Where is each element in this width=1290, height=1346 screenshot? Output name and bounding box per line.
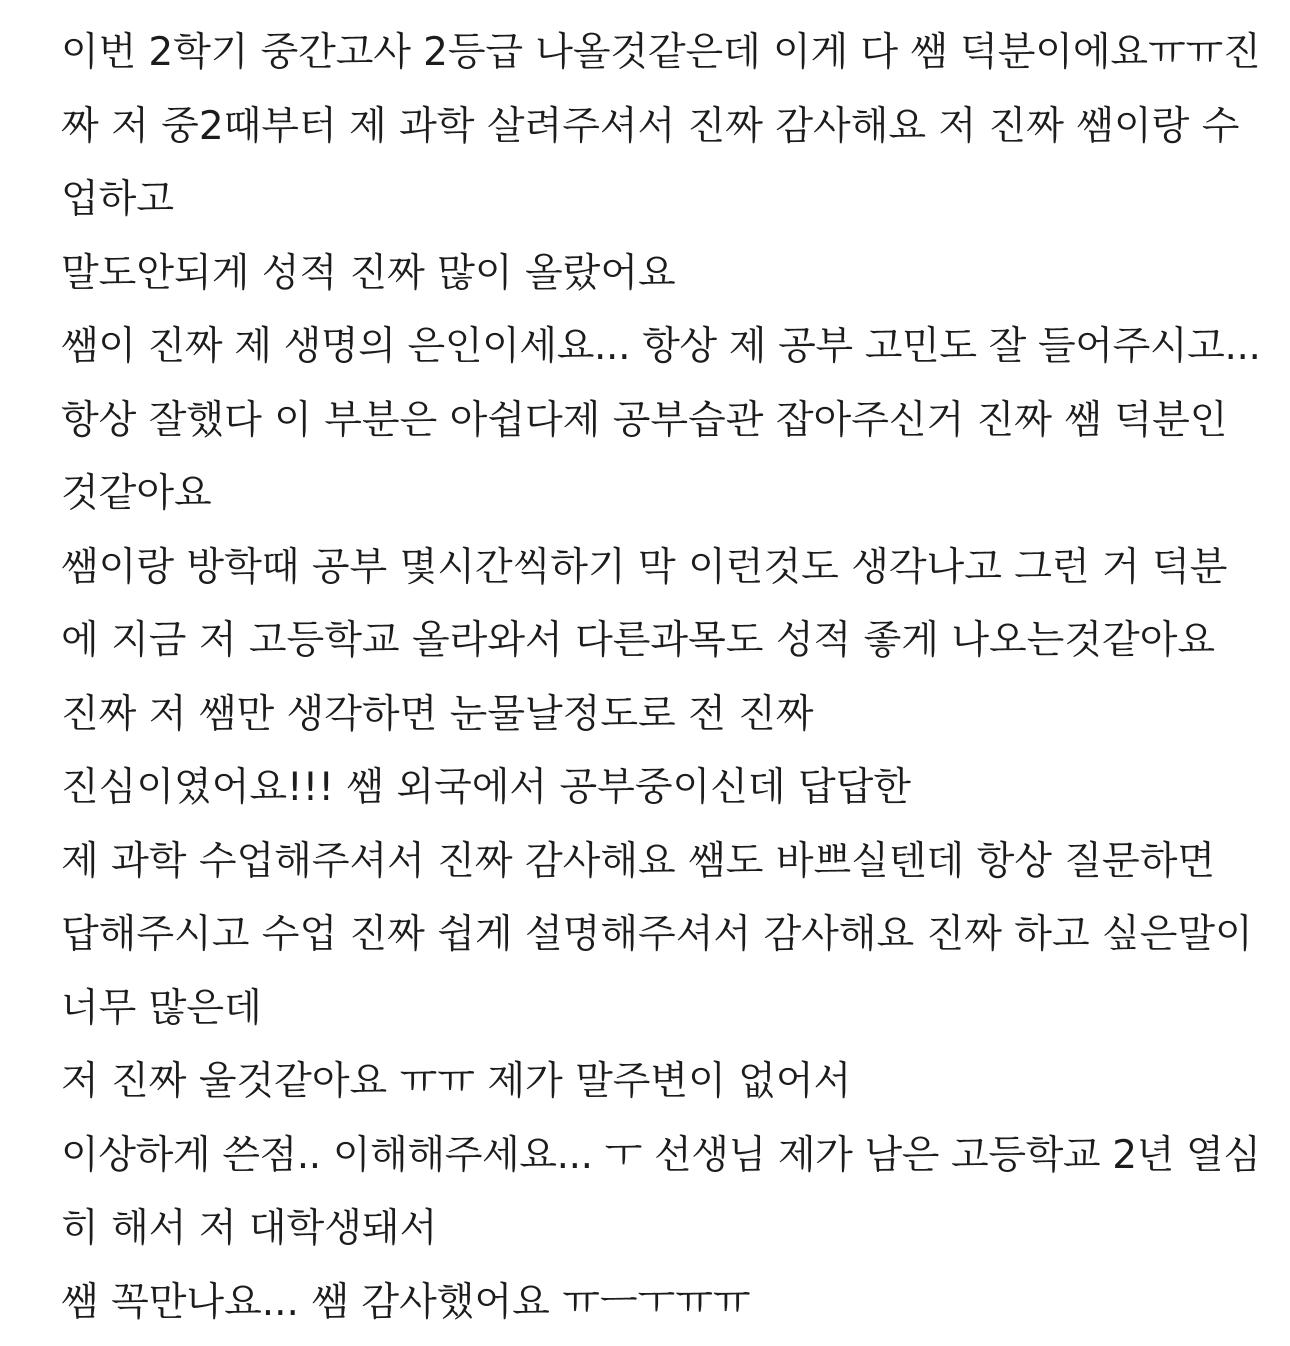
- message-line-5: 쌤이 진짜 제 생명의 은인이세요... 항상 제 공부 고민도 잘 들어주시고...: [61, 324, 1261, 369]
- message-line-10: 진짜 저 쌤만 생각하면 눈물날정도로 전 진짜: [61, 691, 814, 737]
- message-line-18: 쌤 꼭만나요... 쌤 감사했어요 ㅠㅡㅜㅠㅠ: [61, 1279, 751, 1325]
- message-line-9: 에 지금 저 고등학교 올라와서 다른과목도 성적 좋게 나오는것같아요: [61, 618, 1216, 663]
- message-line-3: 업하고: [61, 177, 175, 222]
- message-line-1: 이번 2학기 중간고사 2등급 나올것같은데 이게 다 쌤 덕분이에요ㅠㅠ진: [61, 30, 1261, 75]
- message-line-12: 제 과학 수업해주셔서 진짜 감사해요 쌤도 바쁘실텐데 항상 질문하면: [61, 838, 1216, 884]
- message-line-4: 말도안되게 성적 진짜 많이 올랐어요: [61, 250, 676, 296]
- message-line-7: 것같아요: [61, 471, 212, 516]
- message-line-6: 항상 잘했다 이 부분은 아쉽다제 공부습관 잡아주신거 진짜 쌤 덕분인: [61, 397, 1228, 443]
- message-line-14: 너무 많은데: [61, 985, 262, 1031]
- message-line-2: 짜 저 중2때부터 제 과학 살려주셔서 진짜 감사해요 저 진짜 쌤이랑 수: [61, 103, 1240, 149]
- message-text: [61, 16, 1261, 1339]
- message-line-11: 진심이였어요!!! 쌤 외국에서 공부중이신데 답답한: [61, 765, 911, 810]
- message-line-17: 히 해서 저 대학생돼서: [61, 1206, 438, 1251]
- message-line-15: 저 진짜 울것같아요 ㅠㅠ 제가 말주변이 없어서: [61, 1059, 852, 1104]
- message-line-8: 쌤이랑 방학때 공부 몇시간씩하기 막 이런것도 생각나고 그런 거 덕분: [61, 544, 1228, 590]
- message-line-16: 이상하게 쓴점.. 이해해주세요... ㅜ 선생님 제가 남은 고등학교 2년 열심: [61, 1132, 1261, 1178]
- message-line-13: 답해주시고 수업 진짜 쉽게 설명해주셔서 감사해요 진짜 하고 싶은말이: [61, 912, 1253, 957]
